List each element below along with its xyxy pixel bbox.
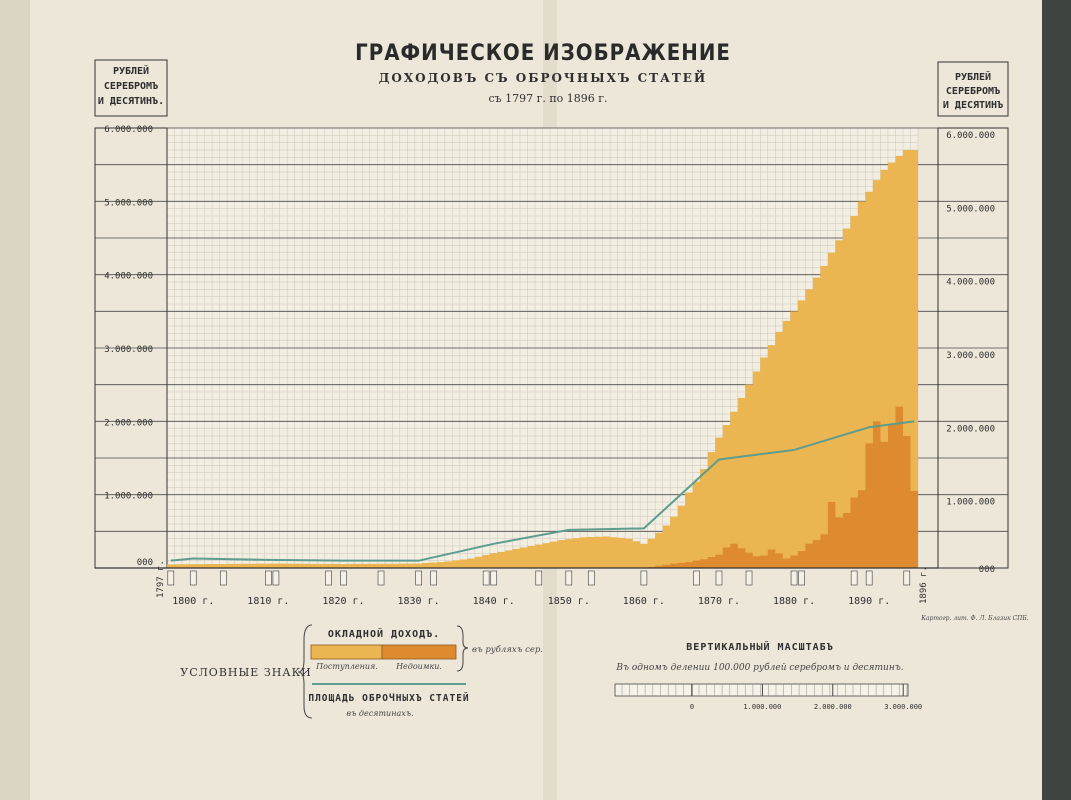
y-tick-left: 3.000.000 — [104, 345, 153, 355]
legend-area-units: въ десятинахъ. — [346, 709, 414, 718]
left-ylabel-line-3: И ДЕСЯТИНЪ. — [97, 96, 165, 107]
x-tick-box — [190, 571, 196, 585]
scale-bar-frame — [615, 684, 908, 696]
x-tick-box — [325, 571, 331, 585]
y-tick-right: 1.000.000 — [946, 497, 995, 508]
x-tick-label: 1860 г. — [622, 596, 665, 607]
chart-title: ГРАФИЧЕСКОЕ ИЗОБРАЖЕНИЕ — [355, 41, 731, 66]
left-ylabel-line-1: РУБЛЕЙ — [112, 66, 150, 77]
x-tick-box — [851, 571, 857, 585]
x-tick-label: 1840 г. — [472, 596, 515, 607]
x-tick-box — [220, 571, 226, 585]
y-tick-right: 000 — [978, 565, 995, 575]
legend-arrears-label: Недоимки. — [396, 662, 442, 671]
x-tick-label: 1850 г. — [547, 596, 590, 607]
x-tick-box — [378, 571, 384, 585]
right-ylabel-line-3: И ДЕСЯТИНЪ — [942, 100, 1004, 111]
y-tick-left: 000 — [136, 558, 153, 568]
x-tick-box — [641, 571, 647, 585]
scale-description: Въ одномъ делении 100.000 рублей серебромъ и десятинъ. — [616, 663, 904, 673]
legend-conditional-signs: УСЛОВНЫЕ ЗНАКИ — [180, 666, 312, 679]
x-tick-box — [273, 571, 279, 585]
x-tick-box — [566, 571, 572, 585]
x-tick-box — [799, 571, 805, 585]
right-ylabel-line-1: РУБЛЕЙ — [954, 72, 992, 83]
y-tick-right: 3.000.000 — [946, 351, 995, 361]
legend-arrears-swatch — [382, 645, 456, 659]
legend-receipts-label: Поступления. — [316, 662, 378, 671]
x-tick-box — [866, 571, 872, 585]
scale-title: ВЕРТИКАЛЬНЫЙ МАСШТАБЪ — [686, 642, 834, 653]
x-tick-box — [536, 571, 542, 585]
x-tick-box — [588, 571, 594, 585]
x-start-label: 1797 г. — [155, 560, 166, 598]
x-tick-box — [483, 571, 489, 585]
scale-bar-label: 3.000.000 — [884, 703, 923, 711]
x-tick-box — [716, 571, 722, 585]
legend-income-title: ОКЛАДНОЙ ДОХОДЪ. — [327, 629, 441, 640]
y-tick-left: 5.000.000 — [104, 198, 153, 209]
legend-units: въ рубляхъ сер. — [472, 645, 544, 655]
x-tick-label: 1870 г. — [697, 596, 741, 607]
x-tick-box — [904, 571, 910, 585]
y-tick-right: 4.000.000 — [946, 277, 995, 288]
y-tick-left: 6.000.000 — [104, 125, 153, 135]
x-end-label: 1896 г. — [919, 566, 930, 604]
x-tick-label: 1800 г. — [172, 596, 215, 607]
x-tick-box — [746, 571, 752, 585]
y-tick-left: 4.000.000 — [104, 271, 153, 282]
y-tick-right: 5.000.000 — [946, 204, 995, 215]
left-ylabel-line-2: СЕРЕБРОМЪ — [103, 81, 159, 92]
x-tick-box — [491, 571, 497, 585]
x-tick-box — [265, 571, 271, 585]
x-tick-label: 1880 г. — [773, 596, 816, 607]
scale-bar-label: 1.000.000 — [743, 703, 782, 711]
x-tick-label: 1830 г. — [397, 596, 440, 607]
x-tick-box — [791, 571, 797, 585]
x-tick-box — [693, 571, 699, 585]
x-tick-box — [431, 571, 437, 585]
scale-bar-label: 2.000.000 — [813, 703, 852, 711]
x-tick-label: 1890 г. — [848, 596, 891, 607]
y-tick-left: 1.000.000 — [104, 491, 153, 502]
legend-receipts-swatch — [311, 645, 382, 659]
x-tick-box — [416, 571, 422, 585]
chart-period: съ 1797 г. по 1896 г. — [488, 92, 608, 105]
y-tick-left: 2.000.000 — [104, 418, 153, 429]
right-ylabel-line-2: СЕРЕБРОМЪ — [945, 86, 1001, 97]
legend-area-title: ПЛОЩАДЬ ОБРОЧНЫХЪ СТАТЕЙ — [308, 693, 470, 704]
x-tick-box — [168, 571, 174, 585]
y-tick-right: 6.000.000 — [946, 131, 995, 141]
x-tick-label: 1820 г. — [322, 596, 365, 607]
scale-bar-label: 0 — [689, 703, 695, 711]
chart-subtitle: ДОХОДОВЪ СЪ ОБРОЧНЫХЪ СТАТЕЙ — [378, 71, 708, 85]
imprint: Картогр. лит. Ф. Л. Блазик СПБ. — [921, 615, 1029, 622]
x-tick-label: 1810 г. — [247, 596, 290, 607]
y-tick-right: 2.000.000 — [946, 424, 995, 435]
x-tick-box — [340, 571, 346, 585]
